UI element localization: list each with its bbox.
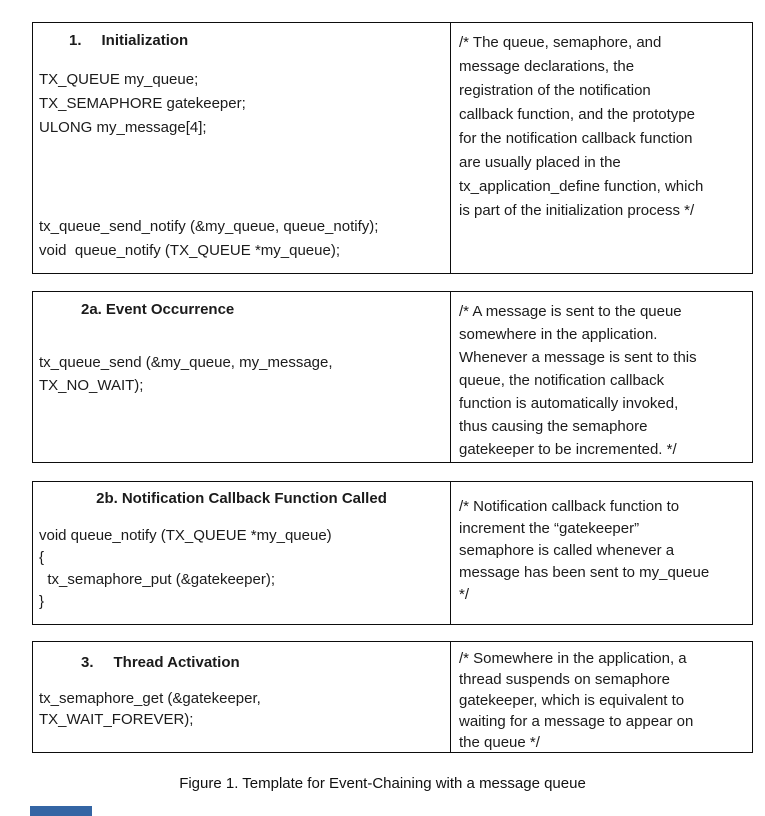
comment-line: gatekeeper, which is equivalent to (459, 692, 685, 709)
comment-line: are usually placed in the (459, 154, 621, 171)
comment-line: thread suspends on semaphore (459, 671, 670, 688)
heading-title: Initialization (101, 32, 189, 49)
heading-number: 2b. (96, 490, 118, 507)
section-heading (39, 29, 444, 53)
comment-line: message declarations, the (459, 58, 635, 75)
comment-line: thus causing the semaphore (459, 418, 648, 435)
comment-line: is part of the initialization process */ (459, 202, 695, 219)
code-lines (39, 321, 444, 397)
comment-line: queue, the notification callback (459, 372, 665, 389)
code-line: tx_semaphore_put (&gatekeeper); (39, 571, 275, 588)
code-lines (39, 510, 444, 613)
comment-line: registration of the notification (459, 82, 651, 99)
comment-line: gatekeeper to be incremented. */ (459, 441, 677, 458)
code-line: TX_WAIT_FOREVER); (39, 711, 194, 728)
code-line (39, 155, 444, 170)
comment-line: /* A message is sent to the queue (459, 303, 682, 320)
section-heading (39, 652, 444, 673)
comment-lines (459, 31, 746, 223)
code-line: tx_queue_send (&my_queue, my_message, (39, 354, 333, 371)
comment-line: semaphore is called whenever a (459, 542, 675, 559)
code-line (39, 673, 444, 688)
comment-cell (451, 482, 752, 624)
code-lines (39, 53, 444, 263)
comment-lines (459, 648, 746, 752)
code-cell (33, 642, 451, 752)
comment-line: /* Somewhere in the application, a (459, 650, 687, 667)
code-cell (33, 292, 451, 462)
comment-cell (451, 642, 752, 752)
comment-line: for the notification callback function (459, 130, 693, 147)
comment-line: increment the “gatekeeper” (459, 520, 640, 537)
code-line: { (39, 549, 45, 566)
code-line (39, 200, 444, 215)
code-line: tx_queue_send_notify (&my_queue, queue_notify); (39, 218, 379, 235)
comment-line: /* Notification callback function to (459, 498, 680, 515)
code-line: void queue_notify (TX_QUEUE *my_queue); (39, 242, 340, 259)
heading-number: 2a. (81, 301, 102, 318)
comment-cell (451, 23, 752, 273)
comment-line: waiting for a message to appear on (459, 713, 694, 730)
comment-line: function is automatically invoked, (459, 395, 679, 412)
table-notification-callback (32, 481, 753, 625)
code-line: TX_SEMAPHORE gatekeeper; (39, 95, 246, 112)
code-line: } (39, 593, 45, 610)
comment-lines (459, 496, 746, 606)
code-line (39, 321, 444, 336)
code-lines (39, 673, 444, 730)
code-line (39, 510, 444, 525)
comment-line: Whenever a message is sent to this (459, 349, 697, 366)
section-heading (39, 488, 444, 510)
table-event-occurrence (32, 291, 753, 463)
blue-highlight-bar (30, 806, 92, 816)
comment-line: somewhere in the application. (459, 326, 658, 343)
heading-title: Event Occurrence (105, 301, 235, 318)
code-line (39, 185, 444, 200)
comment-line: /* The queue, semaphore, and (459, 34, 662, 51)
figure-caption: Figure 1. Template for Event-Chaining with a message queue (179, 775, 586, 792)
code-cell (33, 482, 451, 624)
code-line (39, 53, 444, 68)
code-cell (33, 23, 451, 273)
table-initialization (32, 22, 753, 274)
comment-cell (451, 292, 752, 462)
comment-line: */ (459, 586, 470, 603)
section-heading (39, 298, 444, 321)
code-line: ULONG my_message[4]; (39, 119, 207, 136)
code-line: TX_QUEUE my_queue; (39, 71, 199, 88)
comment-line: the queue */ (459, 734, 540, 751)
comment-line: message has been sent to my_queue (459, 564, 710, 581)
comment-line: tx_application_define function, which (459, 178, 704, 195)
comment-line: callback function, and the prototype (459, 106, 695, 123)
heading-title: Notification Callback Function Called (121, 490, 387, 507)
code-line (39, 336, 444, 351)
code-line: tx_semaphore_get (&gatekeeper, (39, 690, 261, 707)
heading-number: 1. (69, 32, 82, 49)
code-line (39, 140, 444, 155)
heading-number: 3. (81, 654, 94, 671)
code-line: void queue_notify (TX_QUEUE *my_queue) (39, 527, 332, 544)
code-line: TX_NO_WAIT); (39, 377, 144, 394)
comment-lines (459, 300, 746, 461)
heading-title: Thread Activation (113, 654, 240, 671)
table-thread-activation (32, 641, 753, 753)
code-line (39, 170, 444, 185)
